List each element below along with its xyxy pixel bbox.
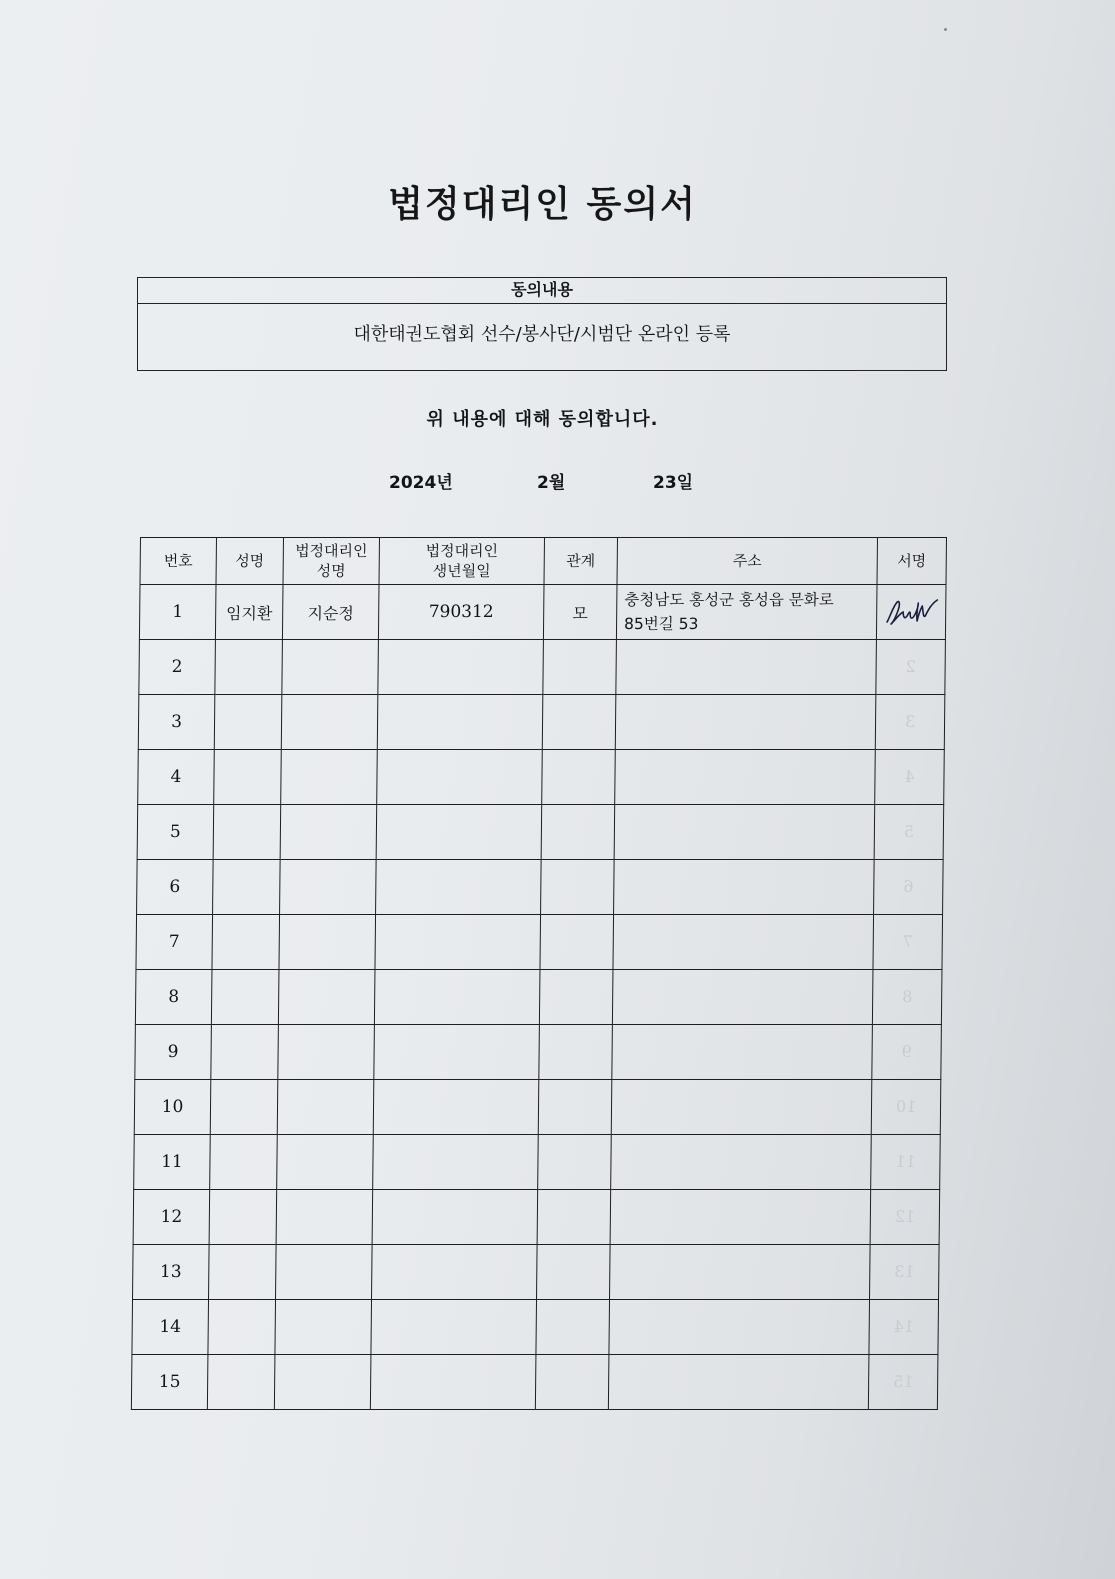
header-guardian-birth — [379, 538, 544, 585]
show-through-number: 10 — [895, 1097, 917, 1116]
cell-guardian-birth — [376, 805, 542, 860]
cell-signature — [870, 1245, 940, 1300]
cell-number: 7 — [136, 915, 213, 970]
cell-relation: 모 — [543, 585, 617, 640]
cell-number: 6 — [137, 860, 214, 915]
cell-relation — [540, 915, 614, 970]
table-row — [137, 860, 944, 915]
cell-relation — [536, 1300, 610, 1355]
show-through-number: 4 — [904, 767, 915, 786]
cell-relation — [541, 805, 615, 860]
table-row — [139, 585, 946, 640]
header-guardian-name-line2: 성명 — [316, 562, 346, 580]
cell-name — [212, 915, 280, 970]
table-row — [133, 1190, 940, 1245]
cell-signature — [875, 695, 945, 750]
cell-guardian-name — [280, 805, 377, 860]
cell-signature — [871, 1135, 941, 1190]
cell-name — [210, 1135, 278, 1190]
cell-relation — [539, 970, 613, 1025]
cell-name — [213, 805, 281, 860]
show-through-number: 13 — [894, 1262, 915, 1281]
cell-signature — [868, 1355, 938, 1410]
header-number: 번호 — [140, 538, 216, 585]
cell-guardian-name — [275, 1300, 372, 1355]
cell-guardian-birth — [373, 1135, 539, 1190]
header-guardian-birth-line1: 법정대리인 — [425, 542, 499, 560]
cell-guardian-birth — [372, 1190, 538, 1245]
header-signature: 서명 — [877, 538, 946, 585]
table-row — [139, 640, 946, 695]
cell-relation — [537, 1190, 611, 1245]
show-through-number: 15 — [892, 1372, 914, 1391]
cell-signature — [876, 585, 946, 640]
cell-address — [616, 640, 877, 695]
cell-address — [615, 695, 876, 750]
cell-name — [211, 970, 279, 1025]
show-through-number: 11 — [895, 1152, 916, 1171]
table-row — [135, 1025, 942, 1080]
date-month: 2월 — [537, 473, 566, 493]
cell-address — [616, 585, 877, 640]
cell-address — [609, 1300, 870, 1355]
cell-number: 11 — [134, 1135, 211, 1190]
table-row — [131, 1355, 938, 1410]
cell-number: 14 — [132, 1300, 209, 1355]
cell-number: 5 — [137, 805, 214, 860]
cell-signature — [871, 1080, 941, 1135]
date-day: 23일 — [653, 473, 694, 493]
show-through-number: 14 — [893, 1317, 915, 1336]
date-year: 2024년 — [389, 473, 453, 493]
cell-relation — [538, 1135, 612, 1190]
cell-relation — [542, 750, 616, 805]
cell-guardian-birth — [377, 695, 543, 750]
cell-address — [614, 860, 875, 915]
header-relation: 관계 — [544, 538, 617, 585]
cell-name: 임지환 — [215, 585, 283, 640]
cell-number: 13 — [133, 1245, 210, 1300]
cell-address — [610, 1245, 871, 1300]
cell-guardian-name — [281, 695, 378, 750]
table-row — [136, 915, 943, 970]
cell-guardian-birth — [372, 1245, 538, 1300]
consent-header: 동의내용 — [138, 278, 946, 304]
consent-box — [137, 277, 947, 371]
cell-guardian-name — [280, 860, 377, 915]
cell-name — [214, 750, 282, 805]
table-row — [134, 1135, 941, 1190]
show-through-number: 2 — [905, 657, 916, 676]
cell-address — [608, 1355, 869, 1410]
cell-guardian-name — [274, 1355, 371, 1410]
cell-signature — [874, 805, 944, 860]
cell-relation — [541, 860, 615, 915]
table-row — [133, 1245, 940, 1300]
table-row — [137, 805, 944, 860]
cell-name — [211, 1025, 279, 1080]
cell-address — [614, 805, 875, 860]
cell-number: 1 — [139, 585, 216, 640]
cell-name — [208, 1300, 276, 1355]
cell-number: 12 — [133, 1190, 210, 1245]
document-title: 법정대리인 동의서 — [388, 184, 697, 225]
cell-address — [610, 1190, 871, 1245]
address-line1: 충청남도 홍성군 홍성읍 문화로 — [624, 591, 834, 609]
cell-number: 2 — [139, 640, 216, 695]
cell-number: 3 — [138, 695, 215, 750]
cell-relation — [542, 695, 616, 750]
cell-name — [214, 695, 282, 750]
cell-guardian-birth — [375, 915, 541, 970]
table-row — [132, 1300, 939, 1355]
cell-number: 10 — [134, 1080, 211, 1135]
cell-number: 15 — [131, 1355, 208, 1410]
header-guardian-name-line1: 법정대리인 — [295, 542, 368, 560]
cell-name — [209, 1245, 277, 1300]
cell-relation — [535, 1355, 609, 1410]
show-through-number: 12 — [894, 1207, 916, 1226]
table-row — [138, 750, 945, 805]
show-through-number: 5 — [903, 822, 915, 841]
cell-relation — [543, 640, 617, 695]
cell-number: 4 — [138, 750, 215, 805]
cell-address — [612, 970, 873, 1025]
cell-name — [209, 1190, 277, 1245]
cell-number: 9 — [135, 1025, 212, 1080]
table-header-row — [140, 538, 946, 585]
cell-guardian-birth — [374, 1025, 540, 1080]
show-through-number: 8 — [901, 987, 913, 1006]
cell-guardian-birth — [374, 970, 540, 1025]
cell-guardian-name — [276, 1245, 373, 1300]
cell-guardian-birth — [377, 750, 543, 805]
cell-guardian-name — [278, 970, 375, 1025]
table-body — [131, 585, 946, 1410]
table-row — [135, 970, 942, 1025]
cell-guardian-birth — [370, 1355, 536, 1410]
table-row — [138, 695, 945, 750]
show-through-number: 3 — [904, 712, 916, 731]
cell-name — [215, 640, 283, 695]
show-through-number: 6 — [903, 877, 914, 896]
header-guardian-birth-line2: 생년월일 — [432, 562, 491, 580]
show-through-number: 9 — [901, 1042, 912, 1061]
cell-address — [613, 915, 874, 970]
show-through-number: 7 — [902, 932, 913, 951]
cell-guardian-name — [279, 915, 376, 970]
cell-signature — [872, 1025, 942, 1080]
cell-signature — [870, 1190, 940, 1245]
cell-address — [611, 1080, 872, 1135]
cell-name — [213, 860, 281, 915]
address-line2: 85번길 53 — [623, 615, 699, 633]
paper-speck — [944, 28, 947, 31]
cell-guardian-name — [278, 1025, 375, 1080]
guardian-table — [131, 537, 947, 1410]
cell-relation — [539, 1025, 613, 1080]
agree-statement: 위 내용에 대해 동의합니다. — [426, 409, 659, 430]
cell-guardian-name — [277, 1135, 374, 1190]
cell-relation — [537, 1245, 611, 1300]
cell-guardian-birth — [373, 1080, 539, 1135]
header-guardian-name — [283, 538, 379, 585]
cell-name — [207, 1355, 275, 1410]
cell-number: 8 — [135, 970, 212, 1025]
header-address: 주소 — [617, 538, 877, 585]
cell-guardian-birth — [371, 1300, 537, 1355]
cell-guardian-name: 지순정 — [282, 585, 379, 640]
cell-signature — [869, 1300, 939, 1355]
cell-guardian-birth: 790312 — [378, 585, 544, 640]
cell-guardian-name — [281, 750, 378, 805]
cell-signature — [874, 860, 944, 915]
cell-name — [210, 1080, 278, 1135]
handwritten-signature — [881, 592, 941, 632]
cell-guardian-birth — [378, 640, 544, 695]
table-row — [134, 1080, 941, 1135]
cell-guardian-name — [277, 1080, 374, 1135]
cell-signature — [875, 750, 945, 805]
cell-signature — [872, 970, 942, 1025]
cell-signature — [873, 915, 943, 970]
cell-signature — [876, 640, 946, 695]
cell-guardian-name — [282, 640, 379, 695]
cell-address — [615, 750, 876, 805]
cell-relation — [538, 1080, 612, 1135]
cell-guardian-name — [276, 1190, 373, 1245]
cell-guardian-birth — [376, 860, 542, 915]
header-name: 성명 — [216, 538, 283, 585]
cell-address — [611, 1135, 872, 1190]
consent-body: 대한태권도협회 선수/봉사단/시범단 온라인 등록 — [353, 324, 731, 345]
guardian-table-wrap — [140, 537, 946, 1410]
cell-address — [612, 1025, 873, 1080]
